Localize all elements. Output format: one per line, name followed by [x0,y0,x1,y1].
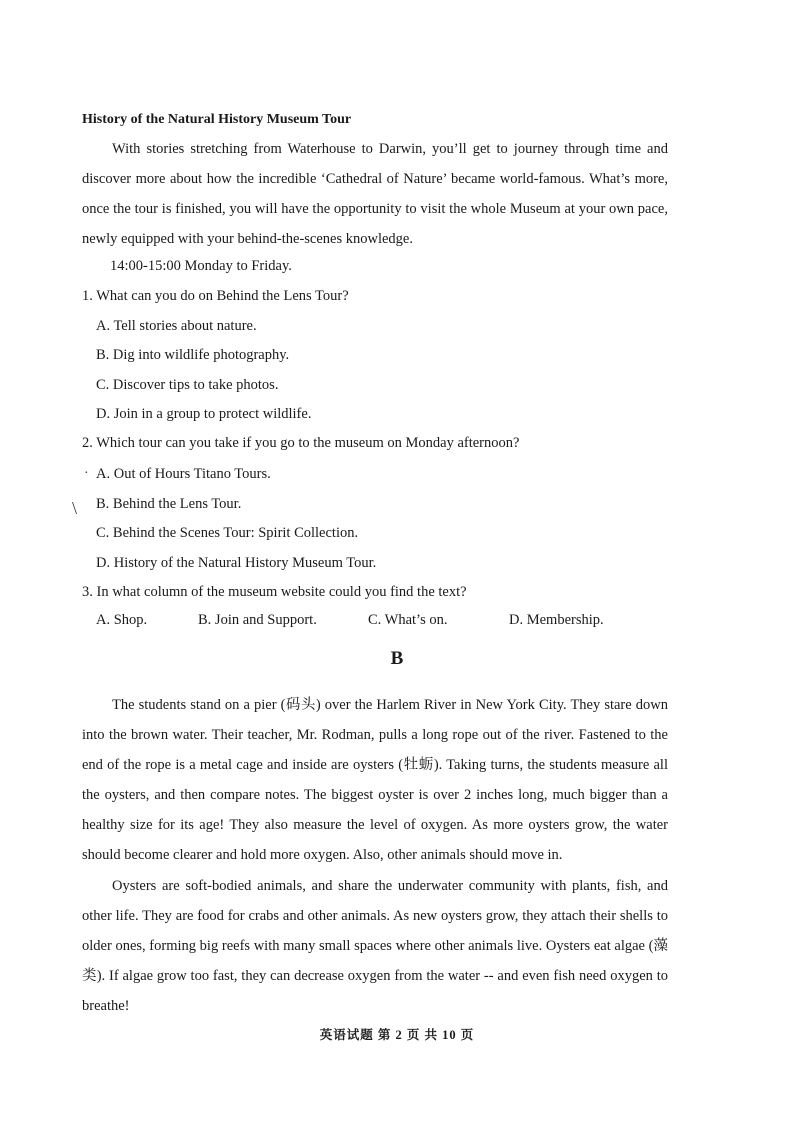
page-footer: 英语试题 第 2 页 共 10 页 [319,1028,475,1042]
tour-description: With stories stretching from Waterhouse to Darwin, you’ll get to journey through time and discover more about how the incredible ‘Cathedral of Nature’ became world-famous. What’s more, once the tour is finished, you will have the opportunity to visit the whole Museum at your own pace, newly equipped with your behind-the-scenes knowledge. [82,141,668,247]
question-3-option-a: A. Shop. [96,612,148,628]
question-3-stem: 3. In what column of the museum website could you find the text? [82,584,467,600]
question-1-option-a: A. Tell stories about nature. [96,318,257,334]
tour-time: 14:00-15:00 Monday to Friday. [110,258,292,274]
pencil-tick-mark: \ [72,498,78,518]
question-2-option-d: D. History of the Natural History Museum Tour. [96,555,377,571]
tour-title: History of the Natural History Museum Tour [82,112,352,127]
question-1-option-b: B. Dig into wildlife photography. [96,347,290,363]
passage-b-paragraph-2: Oysters are soft-bodied animals, and share the underwater community with plants, fish, and other life. They are food for crabs and other animals. As new oysters grow, they attach their shells to older ones, forming big reefs with many small spaces where other animals live. Oysters eat algae (藻类). If algae grow too fast, they can decrease oxygen from the water -- and even fish need oxygen to breathe! [82,878,668,1014]
question-1-stem: 1. What can you do on Behind the Lens Tour? [82,288,349,304]
question-1-option-c: C. Discover tips to take photos. [96,377,279,393]
section-b-heading: B [390,648,404,669]
question-3-option-d: D. Membership. [509,612,604,628]
question-3-option-c: C. What’s on. [368,612,448,628]
question-3-option-b: B. Join and Support. [198,612,317,628]
question-1-option-d: D. Join in a group to protect wildlife. [96,406,312,422]
passage-b-paragraph-1: The students stand on a pier (码头) over the Harlem River in New York City. They stare down into the brown water. Their teacher, Mr. Rodman, pulls a long rope out of the river. Fastened to the end of the rope is a metal cage and inside are oysters (牡蛎). Taking turns, the students measure all the oysters, and then compare notes. The biggest oyster is over 2 inches long, much bigger than a healthy size for its age! They also measure the level of oxygen. As more oysters grow, the water should become clearer and hold more oxygen. Also, other animals should move in. [82,697,668,863]
question-2-stem: 2. Which tour can you take if you go to the museum on Monday afternoon? [82,435,520,451]
question-2-option-c: C. Behind the Scenes Tour: Spirit Collection. [96,525,359,541]
question-2-option-b: B. Behind the Lens Tour. [96,496,242,512]
question-2-option-a: A. Out of Hours Titano Tours. [96,466,271,482]
pencil-dot-mark: · [84,466,89,481]
